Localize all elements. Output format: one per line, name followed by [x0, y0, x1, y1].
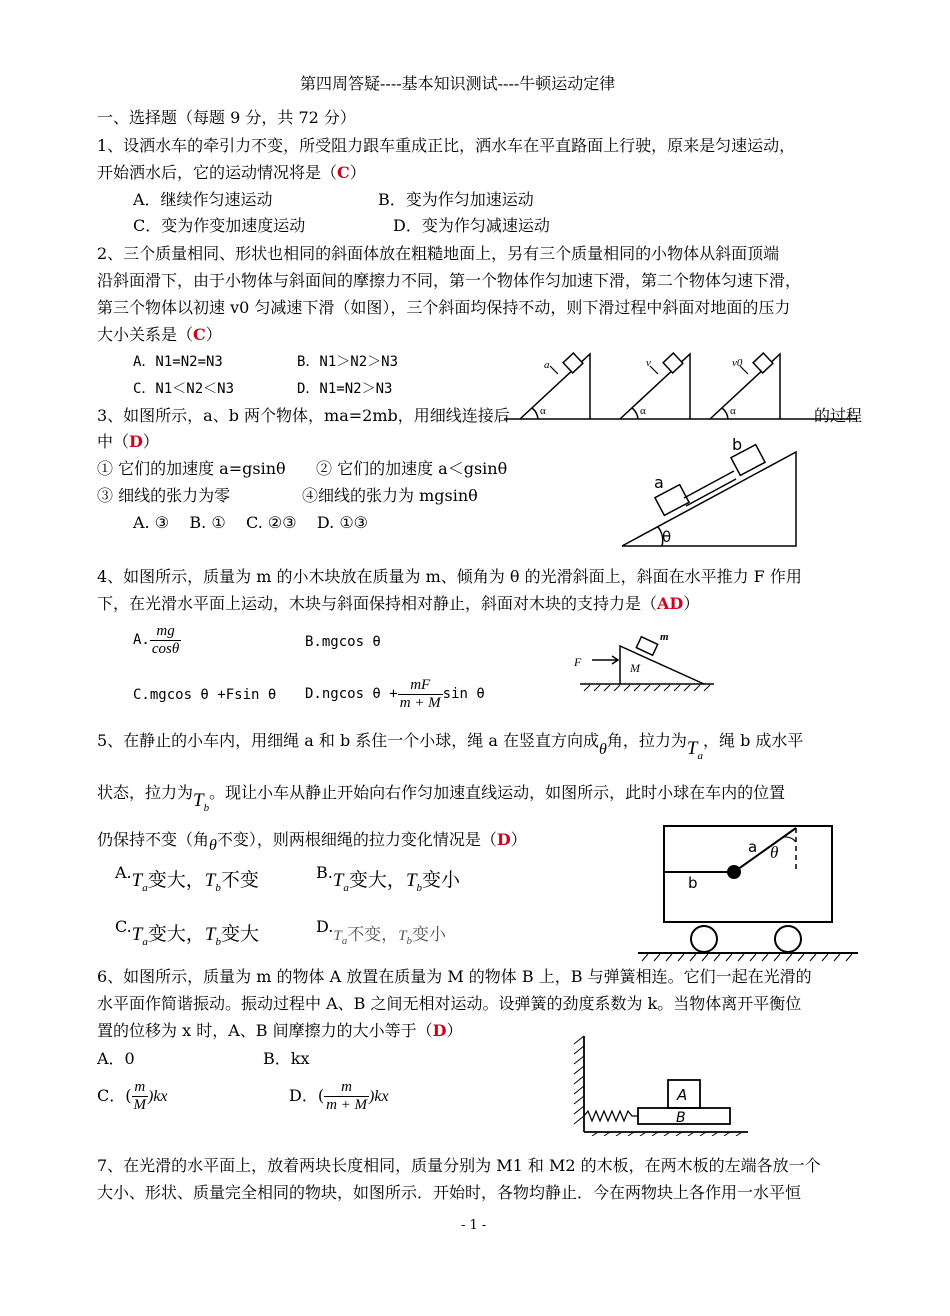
q3-fig-label-b: b: [732, 435, 743, 454]
q2-fig-alpha-3: α: [730, 405, 736, 417]
q3-fig-label-a: a: [654, 473, 664, 492]
q5-line3: 仍保持不变（角θ不变），则两根细绳的拉力变化情况是（D）: [97, 830, 527, 854]
q5-fig-theta: θ: [770, 843, 779, 862]
q1-option-b: B．变为作匀加速运动: [378, 190, 534, 209]
q1-line2: 开始洒水后，它的运动情况将是（C）: [97, 163, 366, 182]
q6-option-c: C．( $\frac{m}{M}$ )kx: [97, 1079, 168, 1113]
q2-option-d: D．N1=N2＞N3: [297, 381, 393, 397]
q6-fig-label-A: A: [677, 1086, 688, 1104]
q3-line1: 3、如图所示，a、b 两个物体，ma=2mb，用细线连接后: [97, 406, 510, 425]
q4-option-a-fraction: $\frac{mg}{\cos\theta}$: [151, 622, 180, 657]
q6-option-b: B．kx: [263, 1049, 310, 1068]
q2-line4: 大小关系是（C）: [97, 325, 222, 344]
q3-answer: D: [129, 432, 143, 451]
q5-line2: 状态，拉力为$T_b$。现让小车从静止开始向右作匀加速直线运动，如图所示，此时小球在车内的位置: [97, 783, 786, 814]
q4-line1: 4、如图所示，质量为 m 的小木块放在质量为 m、倾角为 θ 的光滑斜面上，斜面在水平推力 F 作用: [97, 567, 802, 586]
q2-inclines-figure: [500, 346, 860, 422]
q6-answer: D: [432, 1021, 447, 1040]
q6-option-c-fraction: $\frac{m}{M}$: [133, 1079, 146, 1113]
q4-fig-label-M: M: [630, 661, 640, 675]
q4-option-b: B.mgcos θ: [305, 634, 381, 650]
q3-line2: 中（D）: [97, 432, 159, 451]
q2-option-a: A．N1=N2=N3: [133, 354, 223, 370]
q4-line2: 下，在光滑水平面上运动，木块与斜面保持相对静止，斜面对木块的支持力是（AD）: [97, 594, 700, 613]
q3-incline-figure: [618, 430, 804, 550]
q1-option-c: C．变为作变加速度运动: [133, 216, 306, 235]
q2-line1: 2、三个质量相同、形状也相同的斜面体放在粗糙地面上，另有三个质量相同的小物体从斜面顶端: [97, 244, 780, 263]
q6-fig-label-B: B: [676, 1110, 686, 1126]
q4-answer: AD: [657, 594, 684, 613]
q3-statement-3: ③ 细线的张力为零: [97, 486, 231, 505]
q5-answer: D: [496, 830, 511, 849]
q2-fig-label-a: a: [544, 359, 550, 371]
q4-option-d-fraction: $\frac{mF}{m + M}$: [399, 676, 441, 711]
q1-line1: 1、设洒水车的牵引力不变，所受阻力跟车重成正比，洒水车在平直路面上行驶，原来是匀速运动，: [97, 136, 796, 155]
q4-wedge-figure: [570, 628, 716, 692]
q6-option-d-fraction: $\frac{m}{m + M}$: [326, 1079, 368, 1113]
q2-answer: C: [193, 325, 206, 344]
q2-fig-alpha-2: α: [640, 405, 646, 417]
q3-fig-theta: θ: [662, 528, 672, 546]
q7-line1: 7、在光滑的水平面上，放着两块长度相同，质量分别为 M1 和 M2 的木板，在两木板的左端各放一个: [97, 1156, 821, 1175]
q2-option-c: C．N1＜N2＜N3: [133, 381, 235, 397]
q3-options: A. ③ B. ① C. ②③ D. ①③: [133, 513, 369, 532]
q2-fig-label-v: v: [646, 357, 651, 369]
q7-line2: 大小、形状、质量完全相同的物块，如图所示．开始时，各物均静止．今在两物块上各作用一水平恒: [97, 1183, 802, 1202]
q5-cart-figure: [636, 822, 860, 962]
q1-option-d: D．变为作匀减速运动: [393, 216, 550, 235]
q5-fig-label-a: a: [748, 838, 758, 856]
q6-option-a: A．0: [97, 1049, 135, 1068]
q3-statement-2: ② 它们的加速度 a＜gsinθ: [316, 459, 508, 478]
q6-option-d: D．( $\frac{m}{m + M}$ )kx: [289, 1079, 389, 1113]
q2-fig-alpha-1: α: [540, 405, 546, 417]
q3-statement-4: ④细线的张力为 mgsinθ: [302, 486, 478, 505]
page-number: - 1 -: [461, 1218, 487, 1233]
q5-option-d: $^{D.}T_a$不变，$T_b$变小: [316, 917, 447, 947]
q5-option-b: $^{B.}T_a$变大，$T_b$变小: [316, 863, 461, 894]
q6-line2: 水平面作简谐振动。振动过程中 A、B 之间无相对运动。设弹簧的劲度系数为 k。当物体离开平衡位: [97, 994, 802, 1013]
q3-statement-1: ① 它们的加速度 a=gsinθ: [97, 459, 286, 478]
page-title: 第四周答疑----基本知识测试----牛顿运动定律: [300, 74, 616, 93]
q5-line1: 5、在静止的小车内，用细绳 a 和 b 系住一个小球，绳 a 在竖直方向成θ角，拉力为$T_a$，绳 b 成水平: [97, 731, 804, 762]
q5-fig-label-b: b: [688, 874, 698, 892]
q5-option-a: $^{A.}T_a$变大，$T_b$不变: [115, 863, 259, 894]
q4-option-d: D.ngcos θ + $\frac{mF}{m + M}$ sin θ: [305, 676, 485, 711]
q2-fig-label-v0: v0: [732, 357, 743, 369]
q2-line2: 沿斜面滑下，由于小物体与斜面间的摩擦力不同，第一个物体作匀加速下滑，第二个物体匀速下滑，: [97, 271, 802, 290]
q5-option-c: $^{C.}T_a$变大，$T_b$变大: [115, 917, 259, 948]
q1-answer: C: [337, 163, 350, 182]
section-heading: 一、选择题（每题 9 分，共 72 分）: [97, 108, 356, 127]
q2-option-b: B．N1＞N2＞N3: [297, 354, 399, 370]
q6-line1: 6、如图所示，质量为 m 的物体 A 放置在质量为 M 的物体 B 上，B 与弹簧相连。它们一起在光滑的: [97, 967, 812, 986]
q4-fig-label-F: F: [574, 655, 582, 669]
q4-fig-label-m: m: [660, 631, 669, 643]
q1-option-a: A．继续作匀速运动: [133, 190, 273, 209]
q4-option-a: A. $\frac{mg}{\cos\theta}$: [133, 622, 180, 657]
q2-line3: 第三个物体以初速 v0 匀减速下滑（如图），三个斜面均保持不动，则下滑过程中斜面对地面的压力: [97, 298, 791, 317]
q4-option-c: C.mgcos θ +Fsin θ: [133, 687, 277, 703]
q6-line3: 置的位移为 x 时，A、B 间摩擦力的大小等于（D）: [97, 1021, 463, 1040]
q6-spring-figure: [572, 1032, 752, 1136]
q3-line1-tail: 的过程: [814, 406, 863, 425]
